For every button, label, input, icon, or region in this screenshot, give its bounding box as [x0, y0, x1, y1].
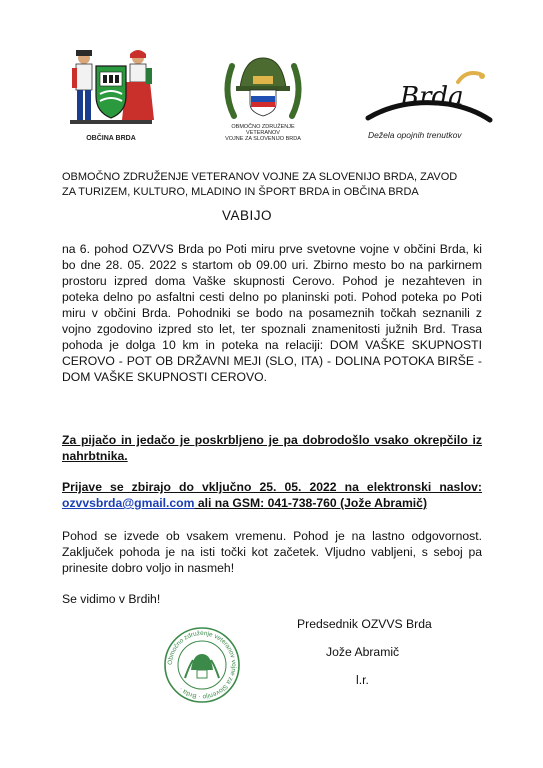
signature-name: Jože Abramič — [326, 645, 400, 659]
obcina-brda-logo — [62, 46, 160, 146]
refreshment-note: Za pijačo in jedačo je poskrbljeno je pa dobrodošlo vsako okrepčilo iz nahrbtnika. — [62, 433, 482, 463]
weather-paragraph: Pohod se izvede ob vsakem vremenu. Pohod je na lastno odgovornost. Zaključek pohoda je na isti točki kot začetek. Vljudno vabljeni, s seboj pa prinesite dobro voljo in nasmeh! — [62, 529, 482, 575]
email-link[interactable]: ozvvsbrda@gmail.com — [62, 496, 195, 510]
brda-tagline: Dežela opojnih trenutkov — [368, 130, 462, 140]
obcina-brda-coat-of-arms-icon — [62, 46, 160, 134]
main-paragraph: na 6. pohod OZVVS Brda po Poti miru prve svetovne vojne v občini Brda, ki bo dne 28. 05. 2022 s startom ob 09.00 uri. Zbirno mesto bo na parkirnem prostoru izpred doma Vaške skupnosti Cerovo. Pohod je nezahteven in poteka delno po asfaltni cesti delno po planinski poti. Pohod poteka po Poti miru v občini Brda. Pohodniki se bodo na posameznih točkah seznanili z vojno zgodovino izpred sto let, ter spoznali znamenitosti južnih Brd. Trasa pohoda je dolga 10 km in poteka na relaciji: DOM VAŠKE SKUPNOSTI CEROVO - POT OB DRŽAVNI MEJI (SLO, ITA) - DOLINA POTOKA BIRŠE - DOM VAŠKE SKUPNOSTI CEROVO. — [62, 242, 482, 384]
stamp-text: Območno združenje veteranov vojne za Slovenijo · Brda · — [166, 629, 238, 701]
registration-gsm: ali na GSM: 041-738-760 (Jože Abramič) — [194, 496, 428, 510]
brda-logo-text: Brda — [400, 82, 464, 112]
association-stamp — [163, 626, 241, 704]
stamp-icon — [163, 626, 241, 704]
obcina-brda-caption: OBČINA BRDA — [86, 135, 136, 142]
signature-role: Predsednik OZVVS Brda — [297, 617, 432, 631]
veterani-caption-line1: OBMOČNO ZDRUŽENJE VETERANOV — [231, 124, 295, 136]
veterani-emblem-icon — [220, 52, 306, 120]
organizers-line1: OBMOČNO ZDRUŽENJE VETERANOV VOJNE ZA SLOVENIJO BRDA, ZAVOD — [62, 171, 458, 183]
registration-info — [62, 479, 482, 511]
page-title: VABIJO — [222, 208, 273, 223]
brda-tourism-logo — [362, 68, 494, 140]
veterani-caption-line2: VOJNE ZA SLOVENIJO BRDA — [225, 136, 301, 142]
closing-line: Se vidimo v Brdih! — [62, 592, 161, 606]
registration-text: Prijave se zbirajo do vključno 25. 05. 2022 na elektronski naslov: — [62, 480, 482, 494]
veterani-logo — [220, 52, 306, 144]
organizers-line2: ZA TURIZEM, KULTURO, MLADINO IN ŠPORT BRDA in OBČINA BRDA — [62, 186, 419, 198]
signature-note: l.r. — [356, 673, 369, 687]
organizers-header — [62, 170, 492, 200]
